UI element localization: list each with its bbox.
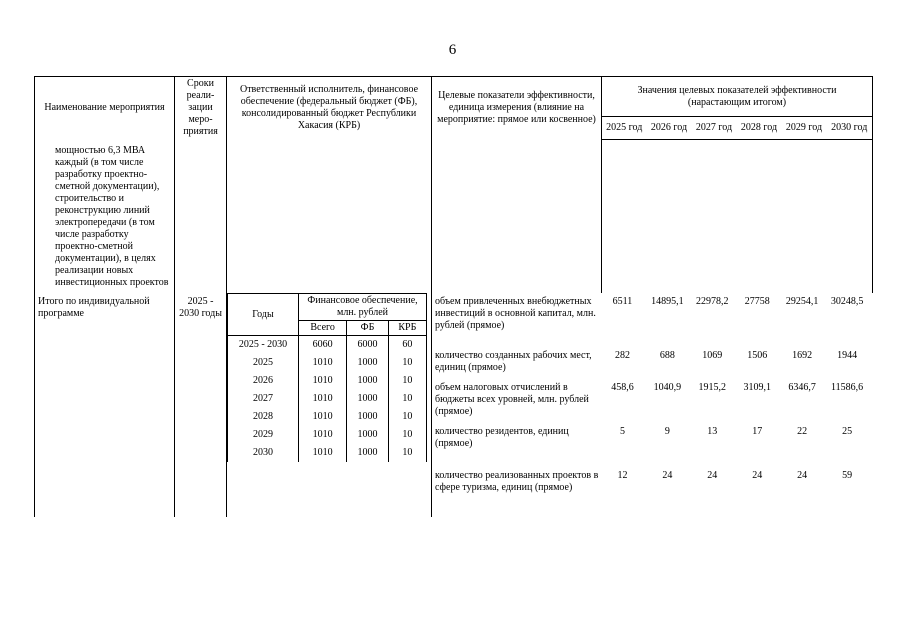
finance-row	[228, 408, 427, 426]
indicator-value: 6511	[612, 296, 633, 307]
indicator-value: 1069	[702, 350, 723, 361]
total-name: Итого по индивидуальной программе	[35, 293, 175, 517]
finance-fb: 1000	[347, 354, 388, 372]
header-year: 2027 год	[692, 117, 737, 139]
indicator-text: количество резидентов, единиц (прямое)	[435, 426, 569, 449]
indicator-value: 9	[664, 426, 670, 437]
indicator-value: 458,6	[611, 382, 634, 393]
finance-year: 2030	[228, 444, 299, 462]
indicators-cell	[432, 293, 873, 517]
finance-krb: 60	[388, 336, 426, 355]
indicator-value: 688	[659, 350, 675, 361]
indicator-value: 24	[752, 470, 763, 481]
indicator-value: 11586,6	[831, 382, 864, 393]
finance-header-group: Финансовое обеспечение, млн. рублей	[299, 294, 427, 321]
header-name: Наименование мероприятия	[35, 77, 175, 140]
finance-total: 1010	[299, 390, 347, 408]
indicator-value: 1944	[837, 350, 858, 361]
finance-krb: 10	[388, 408, 426, 426]
indicator-row	[435, 382, 870, 426]
finance-row	[228, 444, 427, 462]
finance-fb: 1000	[347, 408, 388, 426]
indicator-value: 13	[707, 426, 718, 437]
header-year: 2026 год	[647, 117, 692, 139]
indicator-value: 3109,1	[743, 382, 771, 393]
indicator-value: 17	[752, 426, 763, 437]
header-year: 2030 год	[827, 117, 873, 139]
indicator-value: 22	[797, 426, 808, 437]
finance-year: 2025	[228, 354, 299, 372]
header-year: 2029 год	[782, 117, 827, 139]
finance-header-years: Годы	[228, 294, 299, 336]
continuation-row	[35, 139, 873, 293]
finance-fb: 1000	[347, 372, 388, 390]
indicator-value: 1692	[792, 350, 813, 361]
page-number: 6	[448, 42, 457, 58]
indicator-value: 1040,9	[653, 382, 682, 393]
indicator-value: 25	[842, 426, 853, 437]
indicator-text: объем привлеченных внебюджетных инвестиций в основной капитал, млн. рублей (прямое)	[435, 296, 596, 331]
indicator-value: 12	[617, 470, 628, 481]
indicator-row	[435, 296, 870, 350]
total-terms: 2025 - 2030 годы	[175, 293, 227, 517]
finance-cell	[227, 293, 432, 517]
indicator-value: 24	[707, 470, 718, 481]
finance-header-krb: КРБ	[388, 321, 426, 336]
finance-header-total: Всего	[299, 321, 347, 336]
indicator-value: 29254,1	[785, 296, 819, 307]
finance-total: 1010	[299, 372, 347, 390]
total-row	[35, 293, 873, 517]
finance-krb: 10	[388, 354, 426, 372]
indicator-row	[435, 350, 870, 382]
finance-row	[228, 354, 427, 372]
indicator-value: 24	[797, 470, 808, 481]
finance-row	[228, 336, 427, 355]
indicator-value: 22978,2	[696, 296, 729, 307]
indicator-value: 282	[614, 350, 630, 361]
finance-year: 2027	[228, 390, 299, 408]
indicator-value: 5	[619, 426, 625, 437]
indicator-row	[435, 470, 870, 514]
finance-year: 2028	[228, 408, 299, 426]
indicator-row	[435, 426, 870, 470]
finance-krb: 10	[388, 372, 426, 390]
finance-row	[228, 390, 427, 408]
finance-header-fb: ФБ	[347, 321, 388, 336]
finance-row	[228, 426, 427, 444]
finance-krb: 10	[388, 390, 426, 408]
finance-total: 1010	[299, 444, 347, 462]
finance-fb: 6000	[347, 336, 388, 355]
header-indicators: Целевые показатели эффективности, единица измерения (влияние на мероприятие: прямое или косвенное)	[432, 77, 602, 140]
indicator-value: 59	[842, 470, 853, 481]
header-responsible: Ответственный исполнитель, финансовое обеспечение (федеральный бюджет (ФБ), консолидированный бюджет Республики Хакасия (КРБ)	[227, 77, 432, 140]
indicator-value: 1915,2	[698, 382, 727, 393]
finance-krb: 10	[388, 426, 426, 444]
finance-year: 2025 - 2030	[228, 336, 299, 355]
finance-total: 1010	[299, 354, 347, 372]
finance-fb: 1000	[347, 426, 388, 444]
finance-table	[227, 293, 427, 462]
finance-fb: 1000	[347, 444, 388, 462]
indicator-text: количество созданных рабочих мест, единиц (прямое)	[435, 350, 592, 373]
indicator-value: 27758	[744, 296, 770, 307]
indicator-text: объем налоговых отчислений в бюджеты всех уровней, млн. рублей (прямое)	[435, 382, 589, 417]
measures-table	[34, 76, 873, 517]
finance-year: 2026	[228, 372, 299, 390]
header-year: 2028 год	[737, 117, 782, 139]
header-terms: Сроки реали-зации меро-приятия	[175, 77, 227, 140]
finance-krb: 10	[388, 444, 426, 462]
indicator-text: количество реализованных проектов в сфере туризма, единиц (прямое)	[435, 470, 599, 493]
finance-year: 2029	[228, 426, 299, 444]
finance-fb: 1000	[347, 390, 388, 408]
finance-total: 1010	[299, 426, 347, 444]
indicator-value: 30248,5	[830, 296, 864, 307]
indicator-value: 6346,7	[788, 382, 816, 393]
indicator-value: 14895,1	[651, 296, 684, 307]
indicator-value: 24	[662, 470, 673, 481]
finance-total: 6060	[299, 336, 347, 355]
header-year: 2025 год	[602, 117, 647, 139]
finance-row	[228, 372, 427, 390]
continuation-text: мощностью 6,3 МВА каждый (в том числе разработку проектно-сметной документации), строительство и реконструкцию линий электропередачи (в том числе разработку проектно-сметной документации), в целях реализации новых инвестиционных проектов	[35, 139, 175, 293]
finance-total: 1010	[299, 408, 347, 426]
indicator-value: 1506	[747, 350, 768, 361]
header-values-group: Значения целевых показателей эффективности (нарастающим итогом)	[602, 77, 873, 117]
